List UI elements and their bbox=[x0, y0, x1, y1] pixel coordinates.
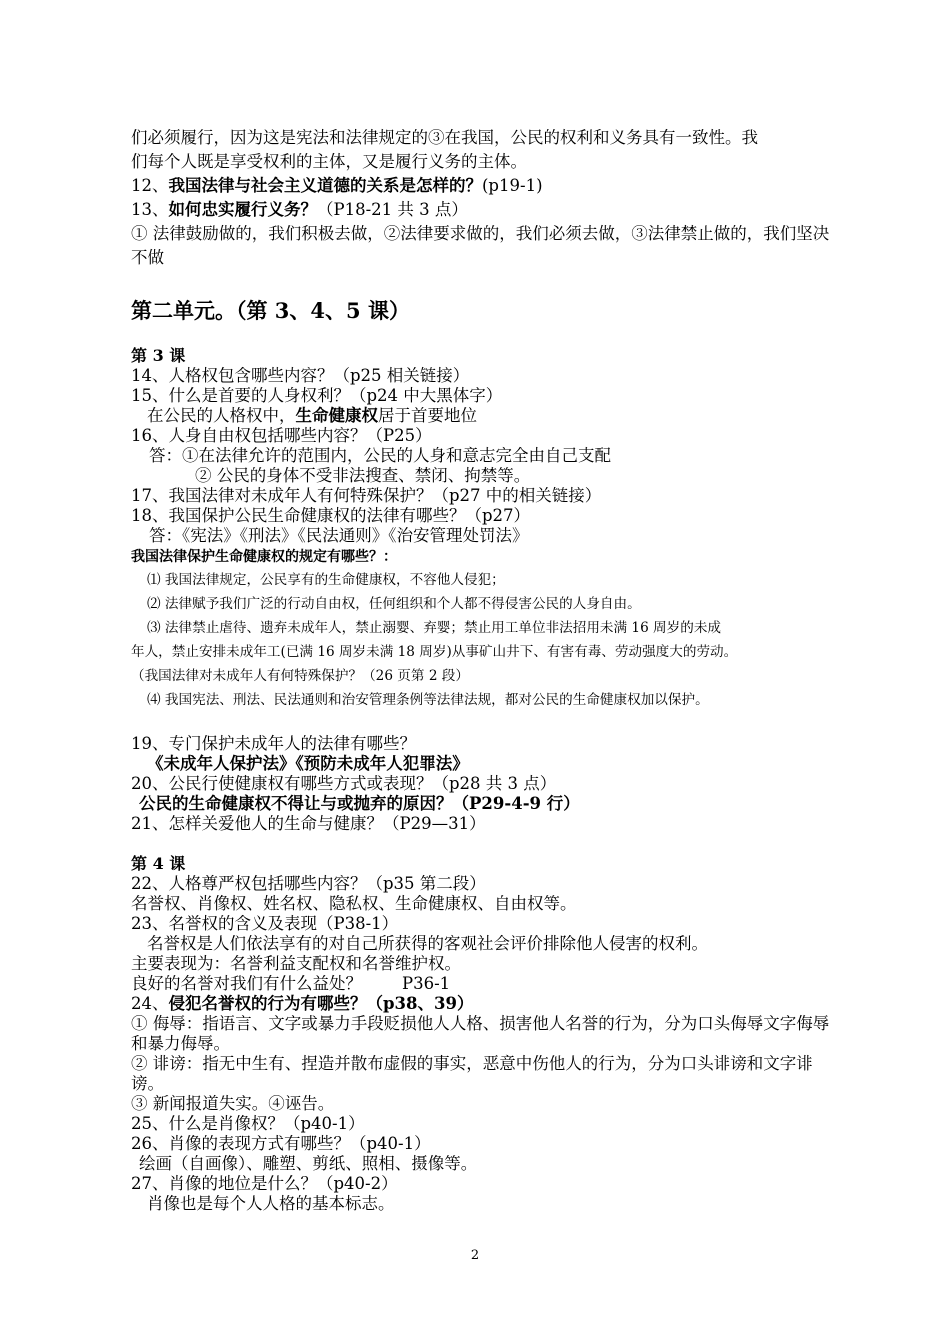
question-23: 23、名誉权的含义及表现（P38-1） bbox=[131, 914, 399, 933]
question-14: 14、人格权包含哪些内容？（p25 相关链接） bbox=[131, 366, 470, 385]
answer-15: 在公民的人格权中，生命健康权居于首要地位 bbox=[147, 406, 477, 425]
document-page bbox=[131, 126, 841, 1214]
question-21: 21、怎样关爱他人的生命与健康？（P29—31） bbox=[131, 814, 486, 833]
answer-22: 名誉权、肖像权、姓名权、隐私权、生命健康权、自由权等。 bbox=[131, 894, 577, 913]
question-16: 16、人身自由权包括哪些内容？（P25） bbox=[131, 426, 432, 445]
question-17: 17、我国法律对未成年人有何特殊保护？（p27 中的相关链接） bbox=[131, 486, 602, 505]
sub-title: 我国法律保护生命健康权的规定有哪些？： bbox=[131, 549, 397, 565]
answer-16-1: 答：①在法律允许的范围内，公民的人身和意志完全由自己支配 bbox=[149, 446, 611, 465]
question-13: 13、如何忠实履行义务？（P18-21 共 3 点） bbox=[131, 200, 468, 219]
question-20b: 公民的生命健康权不得让与或抛弃的原因？（P29-4-9 行） bbox=[139, 794, 580, 813]
answer-13: ① 法律鼓励做的，我们积极去做，②法律要求做的，我们必须去做，③法律禁止做的，我们坚决不做 bbox=[131, 224, 830, 267]
lesson-title: 第 4 课 bbox=[131, 854, 186, 873]
answer-27: 肖像也是每个人人格的基本标志。 bbox=[147, 1194, 395, 1213]
provision-3-note: （我国法律对未成年人有何特殊保护？（26 页第 2 段） bbox=[131, 668, 469, 684]
answer-23-1: 名誉权是人们依法享有的对自己所获得的客观社会评价排除他人侵害的权利。 bbox=[147, 934, 708, 953]
question-27: 27、肖像的地位是什么？（p40-2） bbox=[131, 1174, 398, 1193]
question-18: 18、我国保护公民生命健康权的法律有哪些？（p27） bbox=[131, 506, 531, 525]
page-number: 2 bbox=[470, 1248, 480, 1263]
answer-24-1: ① 侮辱：指语言、文字或暴力手段贬损他人人格、损害他人名誉的行为，分为口头侮辱文字侮辱和暴力侮辱。 bbox=[131, 1014, 830, 1053]
question-19: 19、专门保护未成年人的法律有哪些？ bbox=[131, 734, 416, 753]
answer-24-2: ② 诽谤：指无中生有、捏造并散布虚假的事实，恶意中伤他人的行为，分为口头诽谤和文字诽谤。 bbox=[131, 1054, 813, 1093]
unit-heading: 第二单元。（第 3、4、5 课） bbox=[131, 298, 410, 323]
provision-3-cont: 年人，禁止安排未成年工(已满 16 周岁未满 18 周岁)从事矿山井下、有害有毒、劳动强度大的劳动。 bbox=[131, 644, 738, 660]
answer-23-3: 良好的名誉对我们有什么益处？ P36-1 bbox=[131, 974, 451, 993]
question-15: 15、什么是首要的人身权利？（p24 中大黑体字） bbox=[131, 386, 503, 405]
question-12: 12、我国法律与社会主义道德的关系是怎样的？(p19-1) bbox=[131, 176, 543, 195]
provision-4: ⑷ 我国宪法、刑法、民法通则和治安管理条例等法律法规，都对公民的生命健康权加以保护。 bbox=[147, 692, 709, 708]
answer-23-2: 主要表现为：名誉利益支配权和名誉维护权。 bbox=[131, 954, 461, 973]
lesson-title: 第 3 课 bbox=[131, 346, 186, 365]
paragraph: 们必须履行，因为这是宪法和法律规定的③在我国，公民的权利和义务具有一致性。我 们每个人既是享受权利的主体，又是履行义务的主体。 bbox=[131, 128, 758, 171]
provision-3: ⑶ 法律禁止虐待、遗弃未成年人，禁止溺婴、弃婴；禁止用工单位非法招用未满 16 周岁的未成 bbox=[147, 620, 722, 636]
question-22: 22、人格尊严权包括哪些内容？（p35 第二段） bbox=[131, 874, 486, 893]
provision-2: ⑵ 法律赋予我们广泛的行动自由权，任何组织和个人都不得侵害公民的人身自由。 bbox=[147, 596, 641, 612]
question-20: 20、公民行使健康权有哪些方式或表现？（p28 共 3 点） bbox=[131, 774, 557, 793]
question-26: 26、肖像的表现方式有哪些？（p40-1） bbox=[131, 1134, 431, 1153]
answer-24-3: ③ 新闻报道失实。④诬告。 bbox=[131, 1094, 335, 1113]
answer-19: 《未成年人保护法》《预防未成年人犯罪法》 bbox=[147, 754, 469, 773]
answer-18: 答：《宪法》《刑法》《民法通则》《治安管理处罚法》 bbox=[149, 526, 529, 545]
answer-16-2: ② 公民的身体不受非法搜查、禁闭、拘禁等。 bbox=[195, 466, 531, 485]
answer-26: 绘画（自画像）、雕塑、剪纸、照相、摄像等。 bbox=[139, 1154, 478, 1173]
provision-1: ⑴ 我国法律规定，公民享有的生命健康权，不容他人侵犯； bbox=[147, 572, 505, 588]
question-25: 25、什么是肖像权？（p40-1） bbox=[131, 1114, 365, 1133]
question-24: 24、侵犯名誉权的行为有哪些？（p38、39） bbox=[131, 994, 474, 1013]
